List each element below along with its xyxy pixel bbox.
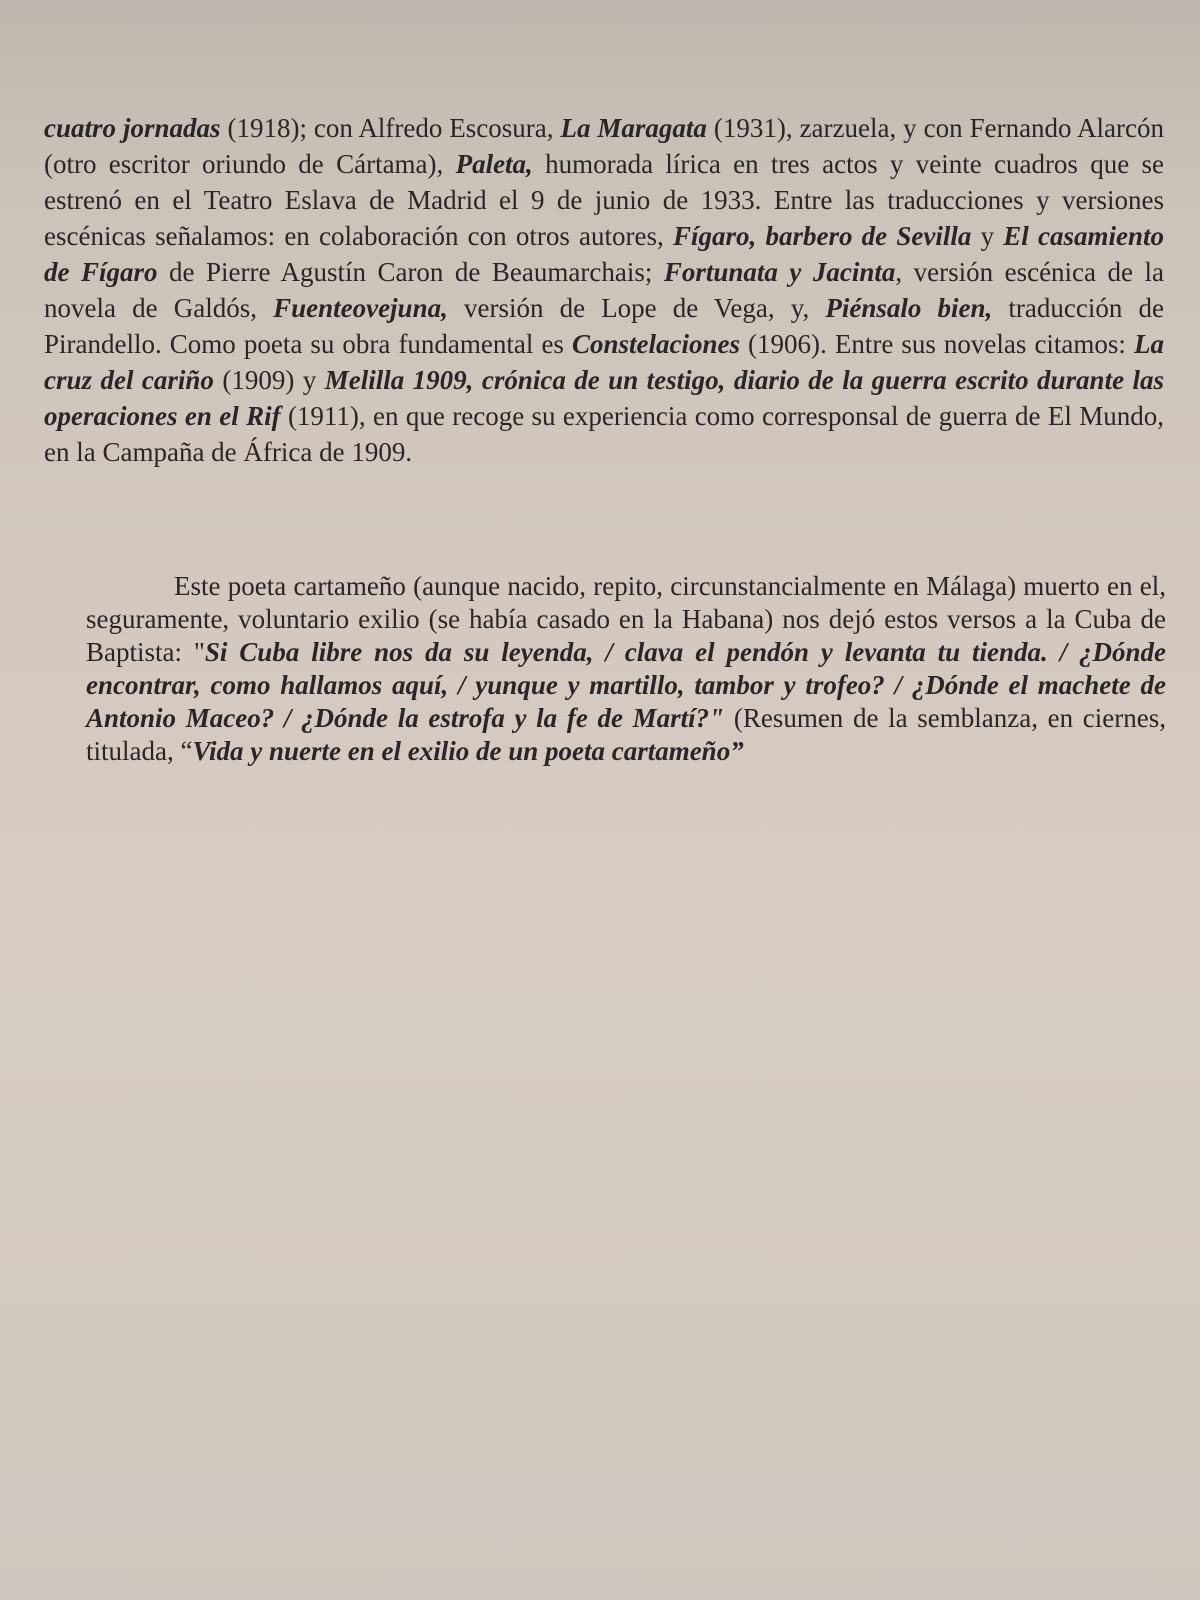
text-run: (1911), en que recoge su experiencia como corresponsal de guerra de El Mundo, en la Campaña de África de 1909. <box>44 401 1164 467</box>
work-title: La Maragata <box>560 113 707 143</box>
paragraph-2 <box>86 570 1166 768</box>
text-run: (Resumen de la semblanza, en ciernes, titulada, “ <box>86 703 1166 766</box>
text-run: Este poeta cartameño (aunque nacido, repito, circunstancialmente en Málaga) muerto en el, seguramente, voluntario exilio (se había casado en la Habana) nos dejó estos versos a la Cuba de Baptista: " <box>86 571 1166 667</box>
text-run: (1918); con Alfredo Escosura, <box>220 113 561 143</box>
text-run: , versión escénica de la novela de Galdós, <box>44 257 1164 323</box>
work-title: Fortunata y Jacinta <box>663 257 896 287</box>
paragraph-1 <box>44 110 1164 470</box>
work-title: El casamiento de Fígaro <box>44 221 1164 287</box>
work-title: Fígaro, barbero de Sevilla <box>672 221 972 251</box>
text-run: (1906). Entre sus novelas citamos: <box>740 329 1134 359</box>
text-run: (1931), zarzuela, y con Fernando Alarcón (otro escritor oriundo de Cártama), <box>44 113 1164 179</box>
text-run: traducción de Pirandello. Como poeta su obra fundamental es <box>44 293 1164 359</box>
text-run: (1909) y <box>213 365 325 395</box>
work-title: Constelaciones <box>571 329 740 359</box>
work-title: cuatro jornadas <box>44 113 221 143</box>
work-title: Fuenteovejuna, <box>273 293 448 323</box>
work-title: La cruz del cariño <box>44 329 1164 395</box>
work-title: Paleta, <box>455 149 533 179</box>
work-title: Vida y nuerte en el exilio de un poeta cartameño” <box>192 736 744 766</box>
poem-quote: Si Cuba libre nos da su leyenda, / clava el pendón y levanta tu tienda. / ¿Dónde encontrar, como hallamos aquí, / yunque y martillo, tambor y trofeo? / ¿Dónde el machete de Antonio Maceo? / ¿Dónde la estrofa y la fe de Martí?" <box>86 637 1166 733</box>
text-run: versión de Lope de Vega, y, <box>447 293 826 323</box>
text-run: de Pierre Agustín Caron de Beaumarchais; <box>157 257 664 287</box>
work-title: Piénsalo bien, <box>825 293 993 323</box>
text-run: humorada lírica en tres actos y veinte cuadros que se estrenó en el Teatro Eslava de Madrid el 9 de junio de 1933. Entre las traducciones y versiones escénicas señalamos: en colaboración con otros autores, <box>44 149 1164 251</box>
work-title: Melilla 1909, crónica de un testigo, diario de la guerra escrito durante las operaciones en el Rif <box>44 365 1165 431</box>
text-run: y <box>971 221 1004 251</box>
